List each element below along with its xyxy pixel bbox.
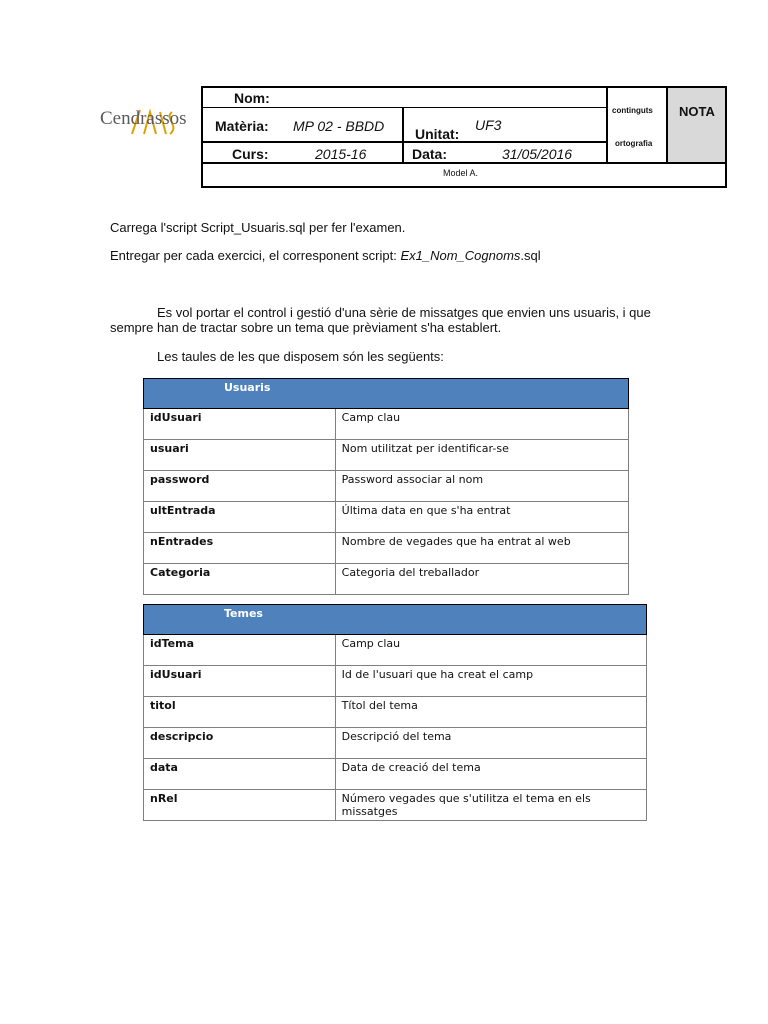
table-row: [144, 728, 647, 759]
field-name: idUsuari: [144, 409, 336, 440]
field-name: nRel: [144, 790, 336, 821]
field-description: Id de l'usuari que ha creat el camp: [335, 666, 646, 697]
school-logo: [100, 104, 200, 144]
temes-table-header: [144, 605, 647, 635]
intro-line-2-filename: Ex1_Nom_Cognoms: [400, 248, 521, 263]
grade-divider: [606, 86, 608, 163]
field-name: titol: [144, 697, 336, 728]
mid-divider: [402, 108, 404, 164]
paragraph-2: Les taules de les que disposem són les següents:: [157, 349, 444, 364]
field-name: nEntrades: [144, 533, 336, 564]
field-name: idTema: [144, 635, 336, 666]
paragraph-1-line-1: Es vol portar el control i gestió d'una sèrie de missatges que envien uns usuaris, i que: [157, 305, 651, 320]
nom-label: Nom:: [234, 90, 270, 106]
nota-cell: [667, 88, 725, 163]
header-border-bottom: [201, 186, 727, 188]
intro-line-2-suffix: .sql: [520, 248, 541, 263]
field-name: idUsuari: [144, 666, 336, 697]
field-description: Data de creació del tema: [335, 759, 646, 790]
nota-label: NOTA: [679, 104, 715, 119]
field-name: descripcio: [144, 728, 336, 759]
usuaris-table-title: Usuaris: [144, 379, 629, 409]
table-row: [144, 697, 647, 728]
materia-value: MP 02 - BBDD: [293, 118, 385, 134]
unitat-label: Unitat:: [415, 126, 460, 142]
table-row: [144, 635, 647, 666]
row-line-2: [201, 141, 607, 143]
usuaris-table: [143, 378, 629, 595]
intro-line-2: [110, 248, 541, 264]
paragraph-1-line-2: sempre han de tractar sobre un tema que prèviament s'ha establert.: [110, 320, 502, 335]
field-name: Categoria: [144, 564, 336, 595]
field-description: Número vegades que s'utilitza el tema en els missatges: [335, 790, 646, 821]
header-border-right: [725, 86, 727, 188]
field-name: usuari: [144, 440, 336, 471]
field-description: Última data en que s'ha entrat: [335, 502, 628, 533]
field-description: Categoria del treballador: [335, 564, 628, 595]
ortografia-label: ortografia: [615, 139, 653, 148]
intro-line-2-prefix: Entregar per cada exercici, el corresponent script:: [110, 248, 401, 263]
field-description: Camp clau: [335, 409, 628, 440]
row-line-3: [201, 162, 727, 164]
header-border-top: [201, 86, 727, 88]
usuaris-table-header: [144, 379, 629, 409]
field-name: data: [144, 759, 336, 790]
curs-value: 2015-16: [315, 146, 367, 162]
table-row: [144, 440, 629, 471]
field-description: Nombre de vegades que ha entrat al web: [335, 533, 628, 564]
field-name: ultEntrada: [144, 502, 336, 533]
model-label: Model A.: [443, 168, 479, 178]
materia-label: Matèria:: [215, 118, 269, 134]
temes-table: [143, 604, 647, 821]
table-row: [144, 409, 629, 440]
unitat-value: UF3: [475, 117, 502, 133]
data-value: 31/05/2016: [502, 146, 573, 162]
temes-table-title: Temes: [144, 605, 647, 635]
table-row: [144, 666, 647, 697]
row-line-1: [201, 107, 607, 108]
field-description: Password associar al nom: [335, 471, 628, 502]
field-description: Camp clau: [335, 635, 646, 666]
table-row: [144, 471, 629, 502]
logo-text: Cendrassos: [100, 108, 187, 129]
field-description: Nom utilitzat per identificar-se: [335, 440, 628, 471]
intro-line-1: Carrega l'script Script_Usuaris.sql per fer l'examen.: [110, 220, 406, 235]
table-row: [144, 564, 629, 595]
table-row: [144, 759, 647, 790]
field-description: Títol del tema: [335, 697, 646, 728]
field-description: Descripció del tema: [335, 728, 646, 759]
data-label: Data:: [412, 146, 448, 162]
table-row: [144, 502, 629, 533]
field-name: password: [144, 471, 336, 502]
continguts-label: continguts: [612, 106, 653, 115]
table-row: [144, 533, 629, 564]
header-border-left: [201, 86, 203, 188]
nota-divider: [666, 86, 668, 163]
curs-label: Curs:: [232, 146, 269, 162]
table-row: [144, 790, 647, 821]
